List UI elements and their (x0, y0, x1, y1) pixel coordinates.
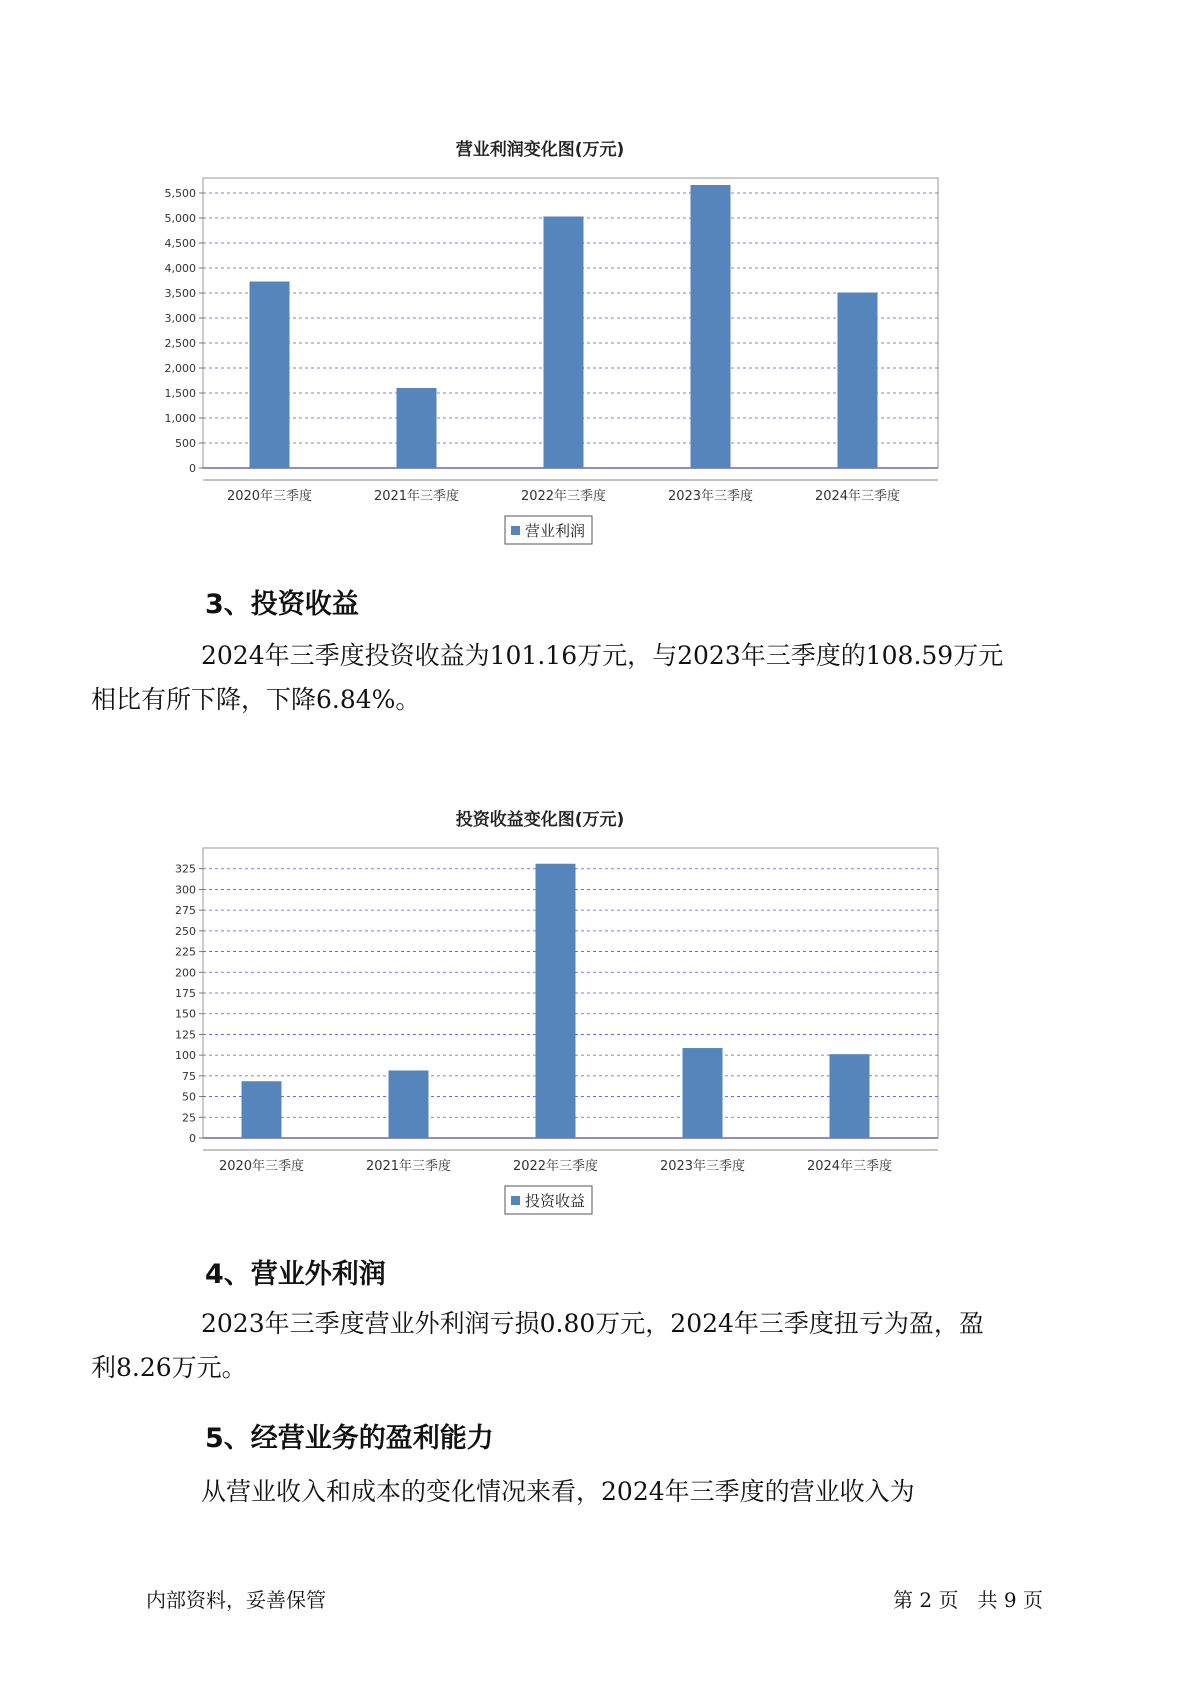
section-4-line-2: 利8.26万元。 (91, 1353, 247, 1382)
y-tick-label: 4,000 (164, 262, 196, 275)
y-tick-label: 275 (175, 904, 196, 918)
y-tick-label: 3,500 (164, 287, 196, 300)
x-tick-label: 2024年三季度 (814, 489, 901, 504)
x-tick-label: 2024年三季度 (806, 1159, 893, 1174)
y-tick-label: 325 (175, 862, 196, 876)
section-5-heading: 5、经营业务的盈利能力 (205, 1423, 494, 1454)
bar (830, 1054, 870, 1138)
x-tick-label: 2020年三季度 (226, 489, 313, 504)
section-3-paragraph (91, 634, 1046, 722)
y-tick-label: 1,500 (164, 387, 196, 400)
section-4-line-1: 2023年三季度营业外利润亏损0.80万元，2024年三季度扭亏为盈，盈 (201, 1309, 984, 1338)
section-3-line-2: 相比有所下降，下降6.84%。 (91, 685, 421, 714)
y-tick-label: 5,000 (164, 212, 196, 225)
operating-profit-chart-svg (150, 130, 1020, 600)
y-tick-label: 0 (189, 1132, 196, 1145)
y-tick-label: 125 (175, 1028, 196, 1042)
y-tick-label: 100 (175, 1049, 196, 1063)
legend-label: 投资收益 (525, 1192, 586, 1210)
bar (242, 1081, 282, 1138)
x-tick-label: 2021年三季度 (365, 1159, 452, 1174)
y-tick-label: 500 (175, 437, 196, 450)
y-tick-label: 150 (175, 1007, 196, 1021)
bar (397, 388, 437, 468)
y-tick-label: 225 (175, 945, 196, 959)
section-5-line-1: 从营业收入和成本的变化情况来看，2024年三季度的营业收入为 (201, 1477, 915, 1506)
bar (683, 1048, 723, 1138)
y-tick-label: 25 (182, 1111, 196, 1125)
y-tick-label: 5,500 (164, 187, 196, 200)
investment-income-chart-svg (150, 800, 1020, 1270)
bar (536, 864, 576, 1138)
y-tick-label: 2,500 (164, 337, 196, 350)
bar (838, 293, 878, 469)
chart-title: 营业利润变化图(万元) (455, 140, 625, 160)
bar (691, 185, 731, 468)
y-tick-label: 1,000 (164, 412, 196, 425)
section-3-heading: 3、投资收益 (205, 589, 359, 620)
legend-swatch (511, 526, 520, 535)
y-tick-label: 4,500 (164, 237, 196, 250)
legend-label: 营业利润 (525, 522, 586, 540)
footer-confidential-note: 内部资料，妥善保管 (146, 1588, 326, 1612)
legend (505, 516, 592, 544)
legend (505, 1186, 592, 1214)
x-tick-label: 2020年三季度 (218, 1159, 305, 1174)
y-tick-label: 50 (182, 1090, 196, 1104)
legend-swatch (511, 1196, 520, 1205)
y-tick-label: 250 (175, 924, 196, 938)
section-3-line-1: 2024年三季度投资收益为101.16万元，与2023年三季度的108.59万元 (201, 641, 1004, 670)
y-tick-label: 200 (175, 966, 196, 980)
chart-title: 投资收益变化图(万元) (455, 810, 625, 830)
y-tick-label: 2,000 (164, 362, 196, 375)
bar (544, 217, 584, 469)
section-5-paragraph (146, 1470, 1046, 1514)
section-4-heading: 4、营业外利润 (205, 1259, 386, 1290)
section-4-paragraph (91, 1302, 1046, 1390)
bar (250, 282, 290, 469)
y-tick-label: 0 (189, 462, 196, 475)
y-tick-label: 75 (182, 1069, 196, 1083)
x-tick-label: 2023年三季度 (667, 489, 754, 504)
x-tick-label: 2023年三季度 (659, 1159, 746, 1174)
y-tick-label: 175 (175, 987, 196, 1000)
bar (389, 1070, 429, 1138)
y-tick-label: 300 (175, 883, 196, 897)
footer-page-number: 第 2 页 共 9 页 (893, 1588, 1043, 1612)
x-tick-label: 2022年三季度 (512, 1159, 599, 1174)
x-tick-label: 2022年三季度 (520, 489, 607, 504)
investment-income-chart (150, 800, 1020, 1270)
operating-profit-chart (150, 130, 1020, 600)
x-tick-label: 2021年三季度 (373, 489, 460, 504)
y-tick-label: 3,000 (164, 312, 196, 325)
